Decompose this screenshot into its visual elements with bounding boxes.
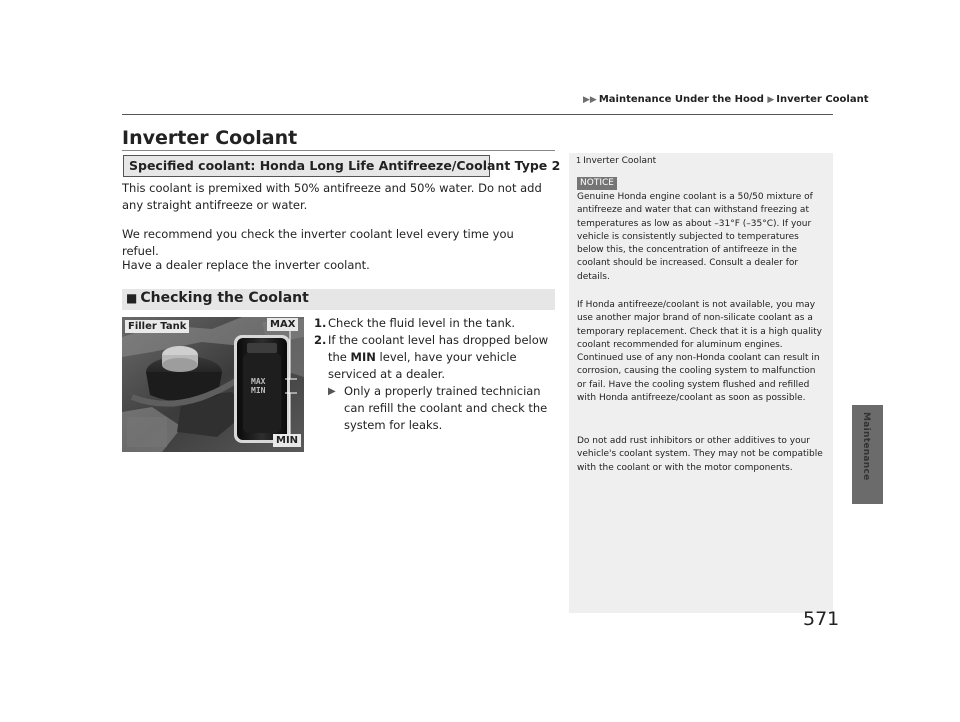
filler-tank-label: Filler Tank bbox=[125, 320, 189, 333]
notice-badge: NOTICE bbox=[577, 177, 617, 190]
max-callout-label: MAX bbox=[267, 318, 298, 331]
spec-box: Specified coolant: Honda Long Life Antifreeze/Coolant Type 2 bbox=[123, 155, 490, 177]
reference-icon: 1 bbox=[576, 156, 582, 165]
step-2: 2. If the coolant level has dropped below the MIN level, have your vehicle serviced at a dealer. bbox=[314, 333, 549, 381]
side-tab-label: Maintenance bbox=[861, 412, 871, 481]
intro-paragraph: This coolant is premixed with 50% antifreeze and 50% water. Do not add any straight antifreeze or water. bbox=[122, 181, 542, 212]
header-rule bbox=[122, 114, 833, 115]
recommend-paragraph: We recommend you check the inverter coolant level every time you refuel. bbox=[122, 227, 514, 258]
steps-list bbox=[314, 315, 559, 434]
note-title: 1 Inverter Coolant bbox=[576, 156, 657, 166]
note-paragraph-1: Genuine Honda engine coolant is a 50/50 mixture of antifreeze and water that can withstand freezing at temperatures as low as about –31°F (–35°C). If your vehicle is consistently subjected to temperatures below this, the concentration of antifreeze in the coolant should be increased. Consult a dealer for details. bbox=[577, 192, 813, 282]
breadcrumb-current: Inverter Coolant bbox=[776, 94, 869, 105]
page-number: 571 bbox=[803, 608, 840, 630]
step-2-note: ▶ Only a properly trained technician can refill the coolant and check the system for leaks. bbox=[328, 384, 548, 432]
min-callout-label: MIN bbox=[273, 434, 301, 447]
dealer-paragraph: Have a dealer replace the inverter coolant. bbox=[122, 258, 370, 272]
engine-bay-illustration bbox=[122, 317, 304, 452]
note-paragraph-2: If Honda antifreeze/coolant is not available, you may use another major brand of non-silicate coolant as a temporary replacement. Check that it is a high quality coolant recommended for aluminum engines. Continued use of any non-Honda coolant can result in corrosion, causing the cooling system to malfunction or fail. Have the cooling system flushed and refilled with Honda antifreeze/coolant as soon as possible. bbox=[577, 300, 822, 404]
note-paragraph-3: Do not add rust inhibitors or other additives to your vehicle's coolant system. They may not be compatible with the coolant or with the motor components. bbox=[577, 436, 823, 473]
section-title: ■ Checking the Coolant bbox=[126, 290, 309, 306]
page-title: Inverter Coolant bbox=[122, 127, 298, 149]
coolant-tank-photo bbox=[122, 317, 304, 452]
arrow-icon: ▶ bbox=[328, 386, 336, 397]
tank-level-markings: MAX MIN bbox=[251, 377, 266, 395]
breadcrumb-arrow-icon: ▶ bbox=[767, 95, 775, 105]
breadcrumb-parent: Maintenance Under the Hood bbox=[598, 94, 764, 105]
section-marker-icon: ■ bbox=[126, 291, 138, 305]
step-1: 1. Check the fluid level in the tank. bbox=[314, 316, 516, 330]
title-rule bbox=[122, 150, 555, 151]
breadcrumb-arrow-icon: ▶▶ bbox=[583, 95, 597, 105]
breadcrumb bbox=[583, 94, 868, 105]
